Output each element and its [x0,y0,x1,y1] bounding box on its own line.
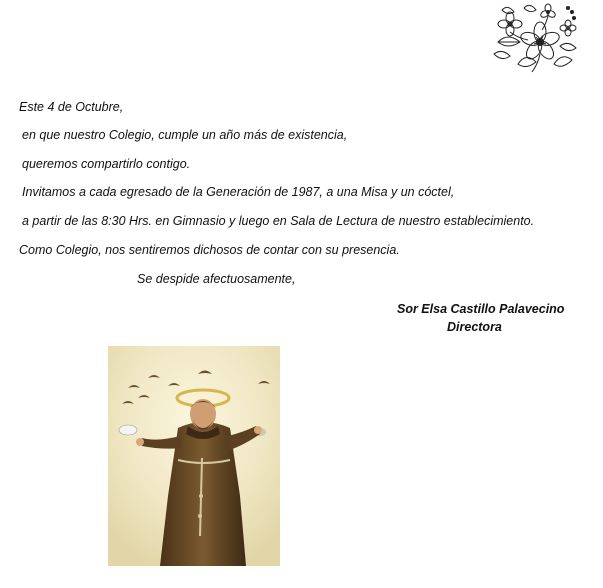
letter-line-schedule: a partir de las 8:30 Hrs. en Gimnasio y luego en Sala de Lectura de nuestro establecimiento. [22,214,535,228]
letter-line-share: queremos compartirlo contigo. [22,157,191,171]
letter-line-invitation: Invitamos a cada egresado de la Generación de 1987, a una Misa y un cóctel, [22,185,455,199]
flower-bouquet-icon [488,2,578,74]
signature-title: Directora [447,320,502,334]
letter-line-anniversary: en que nuestro Colegio, cumple un año más de existencia, [22,128,348,142]
letter-line-presence: Como Colegio, nos sentiremos dichosos de contar con su presencia. [19,243,400,257]
letter-closing: Se despide afectuosamente, [137,272,296,286]
signature-name: Sor Elsa Castillo Palavecino [397,302,565,316]
saint-francis-with-birds-icon [108,346,280,566]
letter-line-date: Este 4 de Octubre, [19,100,124,114]
